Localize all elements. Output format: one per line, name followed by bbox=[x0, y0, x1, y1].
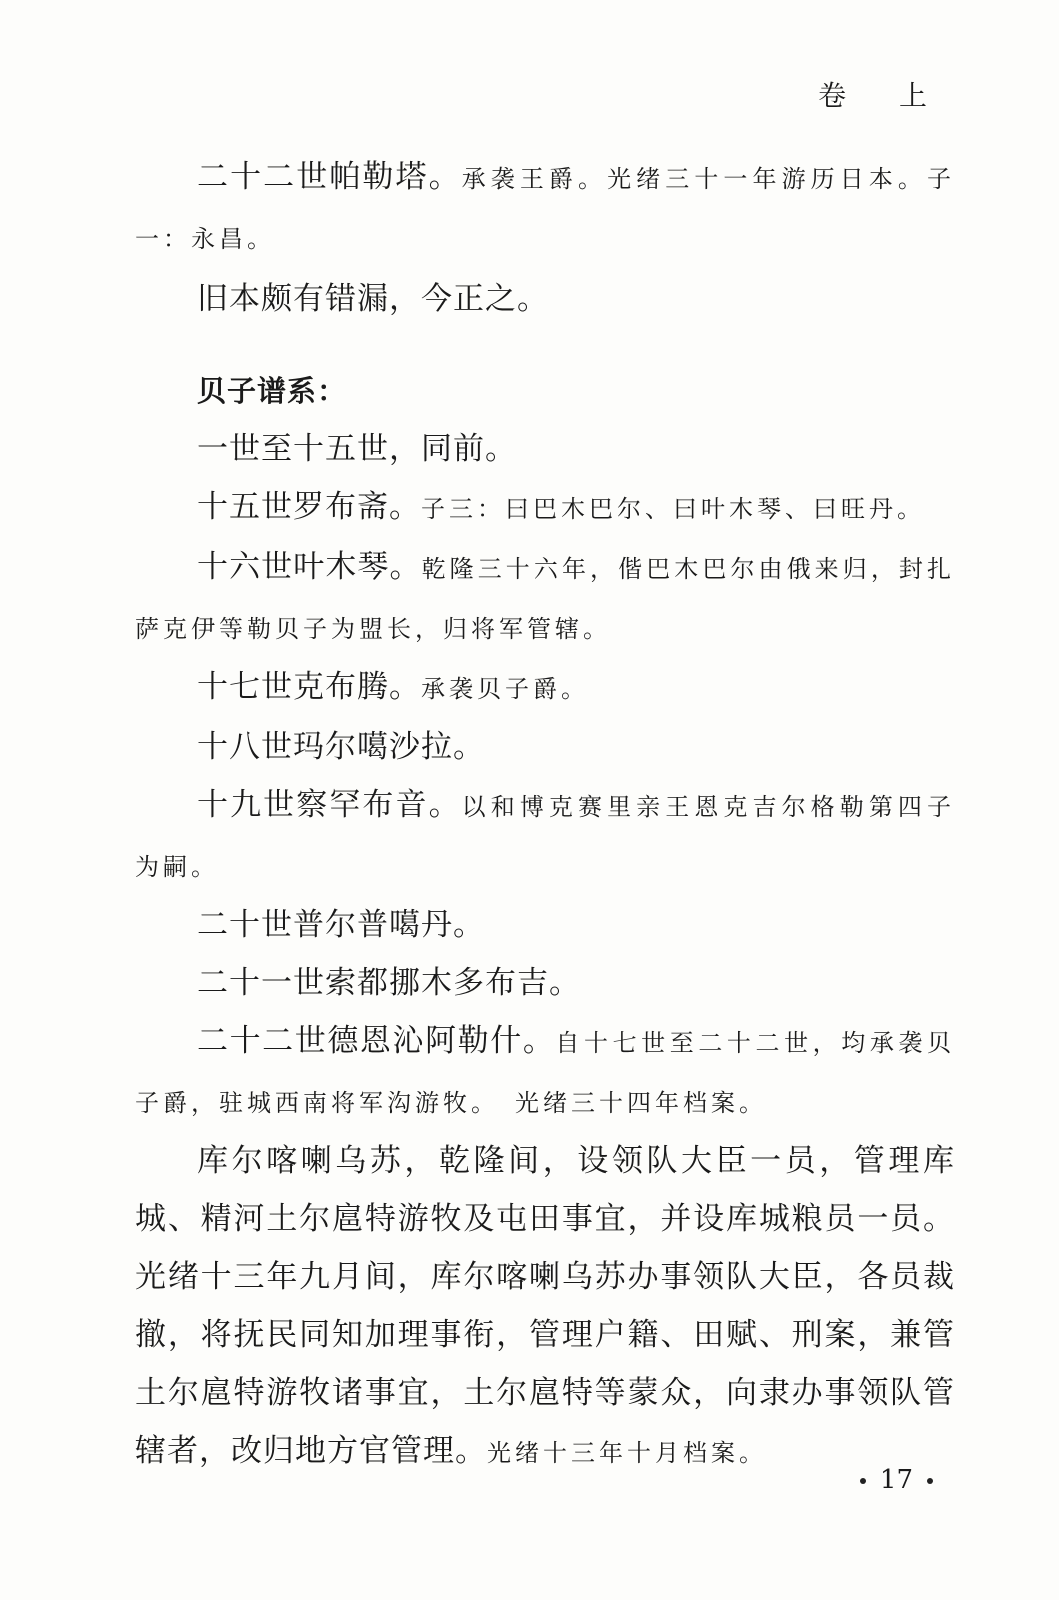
text-block-top bbox=[135, 148, 955, 328]
entry-main: 十六世叶木琴。 bbox=[197, 549, 422, 585]
entry-paragraph bbox=[135, 658, 955, 718]
entry-note: 自十七世至二十二世，均承袭贝子爵，驻城西南将军沟游牧。 光绪三十四年档案。 bbox=[135, 1029, 956, 1117]
entry-main: 二十一世索都挪木多布吉。 bbox=[197, 965, 581, 1001]
entry-note: 以和博克赛里亲王恩克吉尔格勒第四子为嗣。 bbox=[135, 793, 956, 881]
entry-note: 子三：曰巴木巴尔、曰叶木琴、曰旺丹。 bbox=[421, 495, 925, 523]
running-head: 卷 上 bbox=[818, 79, 949, 112]
entry-note: 承袭贝子爵。 bbox=[421, 675, 589, 703]
entry-main: 十五世罗布斋。 bbox=[197, 489, 421, 525]
entry-paragraph bbox=[135, 420, 955, 478]
section-heading bbox=[135, 362, 955, 420]
page-number-value: 17 bbox=[879, 1465, 913, 1495]
entry-paragraph bbox=[135, 896, 955, 954]
entry-paragraph bbox=[135, 776, 955, 896]
entry-main: 十七世克布腾。 bbox=[197, 669, 421, 705]
entry-paragraph bbox=[135, 718, 955, 776]
entry-paragraph bbox=[135, 538, 955, 658]
entry-paragraph bbox=[135, 270, 955, 328]
closing-paragraph bbox=[135, 1132, 955, 1482]
entry-main: 一世至十五世，同前。 bbox=[197, 431, 517, 467]
closing-main: 库尔喀喇乌苏，乾隆间，设领队大臣一员，管理库城、精河土尔扈特游牧及屯田事宜，并设库城粮员一员。光绪十三年九月间，库尔喀喇乌苏办事领队大臣，各员裁撤，将抚民同知加理事衔，管理户籍、田赋、刑案，兼管土尔扈特游牧诸事宜，土尔扈特等蒙众，向隶办事领队管辖者，改归地方官管理。 bbox=[135, 1143, 955, 1469]
bullet-dot-icon bbox=[927, 1478, 933, 1484]
entry-main: 旧本颇有错漏，今正之。 bbox=[197, 281, 549, 317]
text-block-beizi bbox=[135, 362, 955, 1482]
entry-paragraph bbox=[135, 148, 955, 268]
page-number bbox=[846, 1465, 947, 1495]
bullet-dot-icon bbox=[860, 1478, 866, 1484]
beizi-heading: 贝子谱系： bbox=[197, 374, 348, 408]
entry-main: 二十世普尔普噶丹。 bbox=[197, 907, 485, 943]
entry-paragraph bbox=[135, 1012, 955, 1132]
entry-note: 承袭王爵。光绪三十一年游历日本。子一：永昌。 bbox=[135, 165, 956, 253]
closing-note: 光绪十三年十月档案。 bbox=[487, 1439, 767, 1467]
entry-paragraph bbox=[135, 478, 955, 538]
entry-main: 二十二世德恩沁阿勒什。 bbox=[197, 1023, 556, 1059]
entry-note: 乾隆三十六年，偕巴木巴尔由俄来归，封扎萨克伊等勒贝子为盟长，归将军管辖。 bbox=[135, 555, 956, 643]
entry-main: 十八世玛尔噶沙拉。 bbox=[197, 729, 485, 765]
entry-paragraph bbox=[135, 954, 955, 1012]
entry-main: 二十二世帕勒塔。 bbox=[197, 159, 462, 195]
entry-main: 十九世察罕布音。 bbox=[197, 787, 462, 823]
